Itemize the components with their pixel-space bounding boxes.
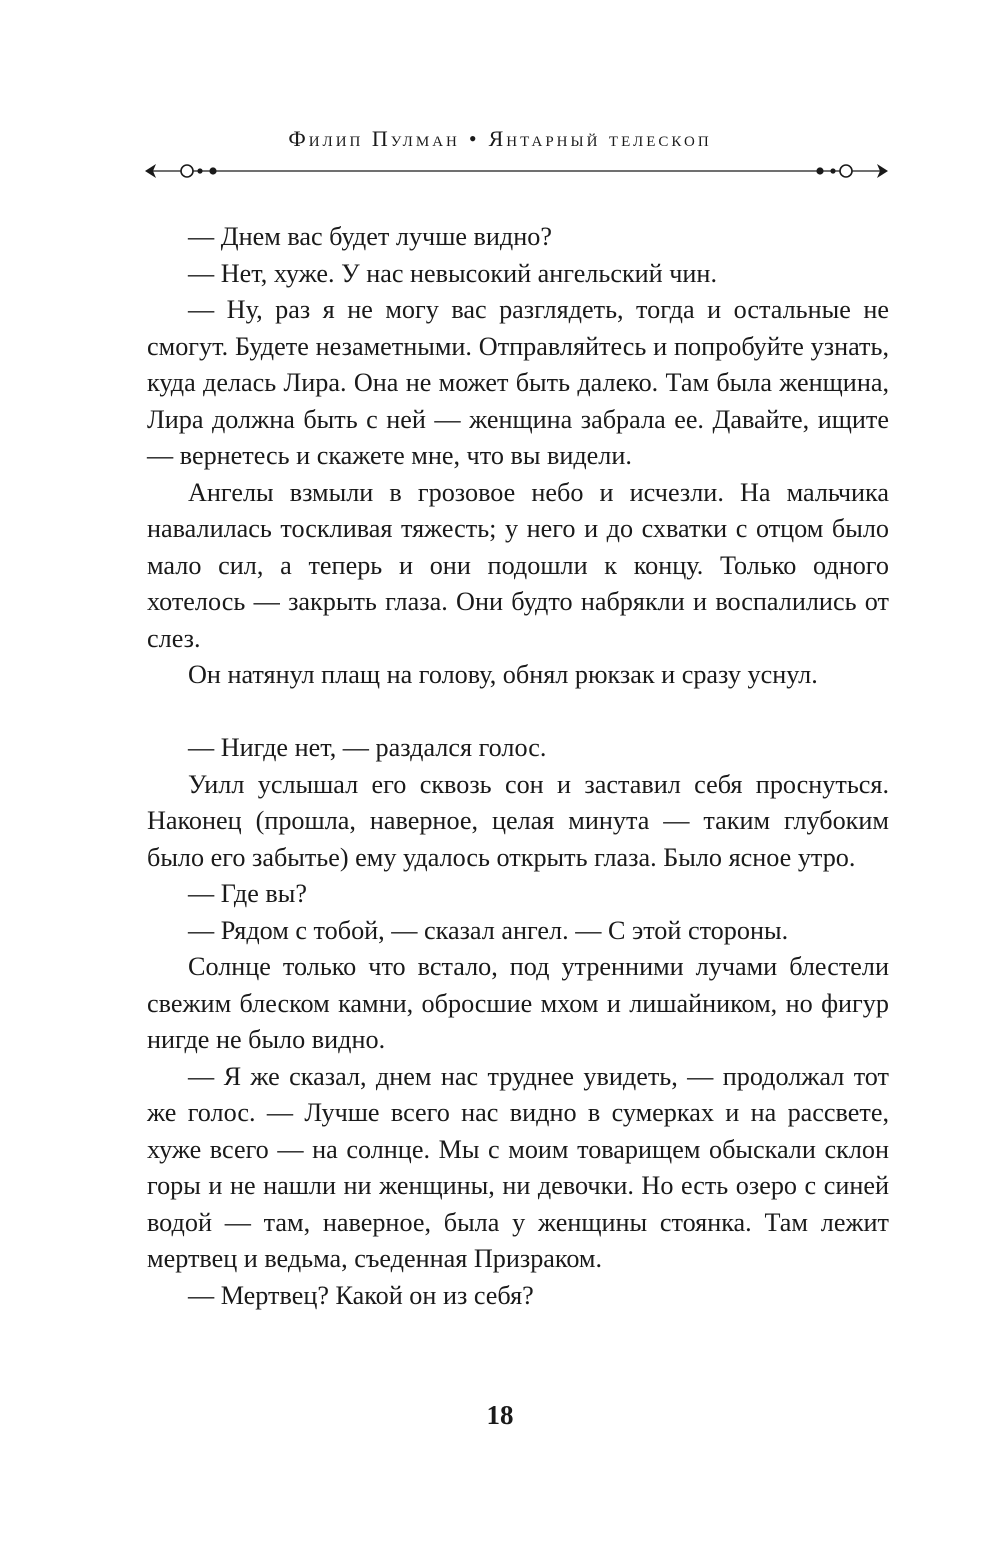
paragraph: — Я же сказал, днем нас труднее увидеть, — продолжал тот же голос. — Лучше всего нас видно в сумерках и на рассвете, хуже всего — на солнце. Мы с моим товарищем обыскали склон горы и не нашли ни женщины, ни девочки. Но есть озеро с синей водой — там, наверное, была у женщины стоянка. Там лежит мертвец и ведьма, съеденная Призраком.	[147, 1061, 889, 1273]
paragraph: Он натянул плащ на голову, обнял рюкзак и сразу уснул.	[188, 660, 818, 689]
paragraph: Солнце только что встало, под утренними лучами блестели свежим блеском камни, обросшие мхом и лишайником, но фигур нигде не было видно.	[147, 952, 889, 1054]
header-separator: •	[468, 126, 480, 151]
header-ornament-divider	[145, 160, 888, 182]
paragraph: — Нет, хуже. У нас невысокий ангельский чин.	[188, 258, 717, 288]
page-number: 18	[486, 1400, 514, 1430]
paragraph: — Нигде нет, — раздался голос.	[188, 733, 547, 762]
running-header	[0, 119, 1000, 159]
header-book-title: Янтарный телескоп	[488, 126, 712, 151]
paragraph: Уилл услышал его сквозь сон и заставил себя проснуться. Наконец (прошла, наверное, целая минута — таким глубоким было его забытье) ему удалось открыть глаза. Было ясное утро.	[147, 769, 889, 872]
paragraph: — Мертвец? Какой он из себя?	[188, 1280, 534, 1310]
paragraph: — Днем вас будет лучше видно?	[188, 222, 552, 251]
page-body	[147, 219, 889, 1314]
paragraph: — Ну, раз я не могу вас разглядеть, тогда и остальные не смогут. Будете незаметными. Отправляйтесь и попробуйте узнать, куда делась Лира. Она не может быть далеко. Там была женщина, Лира должна быть с ней — женщина забрала ее. Давайте, ищите — вернетесь и скажете мне, что вы видели.	[147, 295, 889, 470]
paragraph: — Где вы?	[188, 879, 307, 908]
header-author: Филип Пулман	[288, 126, 460, 151]
paragraph: — Рядом с тобой, — сказал ангел. — С этой стороны.	[188, 915, 789, 945]
paragraph: Ангелы взмыли в грозовое небо и исчезли. На мальчика навалилась тоскливая тяжесть; у него и до схватки с отцом было мало сил, а теперь и они подошли к концу. Только одного хотелось — закрыть глаза. Они будто набрякли и воспалились от слез.	[147, 477, 889, 653]
